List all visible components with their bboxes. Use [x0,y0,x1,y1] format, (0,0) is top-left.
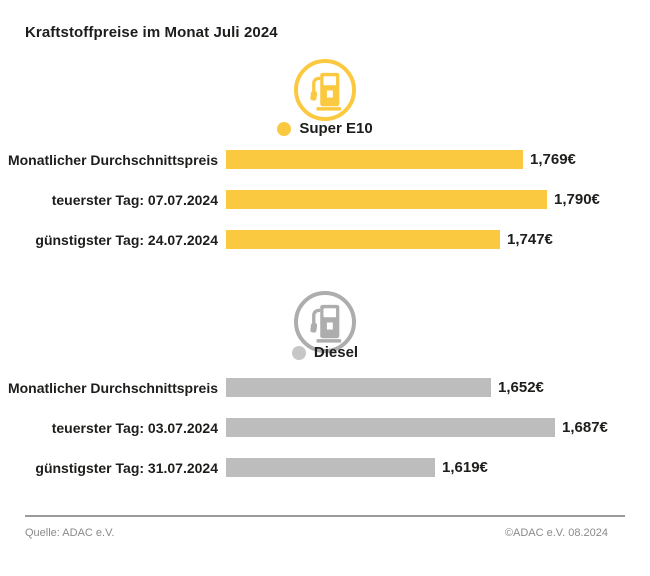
bar-super-average [226,150,523,169]
bar-super-max [226,190,547,209]
footer-copyright: ©ADAC e.V. 08.2024 [504,527,608,539]
bar-value: 1,619€ [442,459,488,476]
bar-diesel-max [226,418,555,437]
bar-label: Monatlicher Durchschnittspreis [7,151,218,168]
bar-value: 1,769€ [530,151,576,168]
bar-value: 1,687€ [562,419,608,436]
fuel-pump-glyph [305,69,345,111]
page-title: Kraftstoffpreise im Monat Juli 2024 [25,24,278,41]
bar-diesel-min [226,458,435,477]
legend-dot-diesel [292,346,306,360]
bar-row-diesel-max [0,418,650,437]
bar-value: 1,652€ [498,379,544,396]
legend-super-e10 [0,120,650,137]
bar-value: 1,747€ [507,231,553,248]
super-e10-icon-row [0,59,650,121]
legend-label-diesel: Diesel [313,344,359,361]
bar-row-diesel-average [0,378,650,397]
legend-label-super-e10: Super E10 [299,120,373,137]
footer-source: Quelle: ADAC e.V. [25,527,115,539]
bar-label: Monatlicher Durchschnittspreis [7,379,218,396]
bar-label: teuerster Tag: 03.07.2024 [51,419,218,436]
bar-label: günstigster Tag: 31.07.2024 [35,459,218,476]
fuel-pump-glyph [305,301,345,343]
bar-row-super-average [0,150,650,169]
bar-label: günstigster Tag: 24.07.2024 [35,231,218,248]
bar-diesel-average [226,378,491,397]
bar-value: 1,790€ [554,191,600,208]
bar-row-super-max [0,190,650,209]
fuel-pump-icon [294,59,356,121]
bar-label: teuerster Tag: 07.07.2024 [51,191,218,208]
bar-row-super-min [0,230,650,249]
footer-divider [25,515,625,517]
legend-dot-super-e10 [277,122,291,136]
bar-row-diesel-min [0,458,650,477]
legend-diesel [0,344,650,361]
bar-super-min [226,230,500,249]
